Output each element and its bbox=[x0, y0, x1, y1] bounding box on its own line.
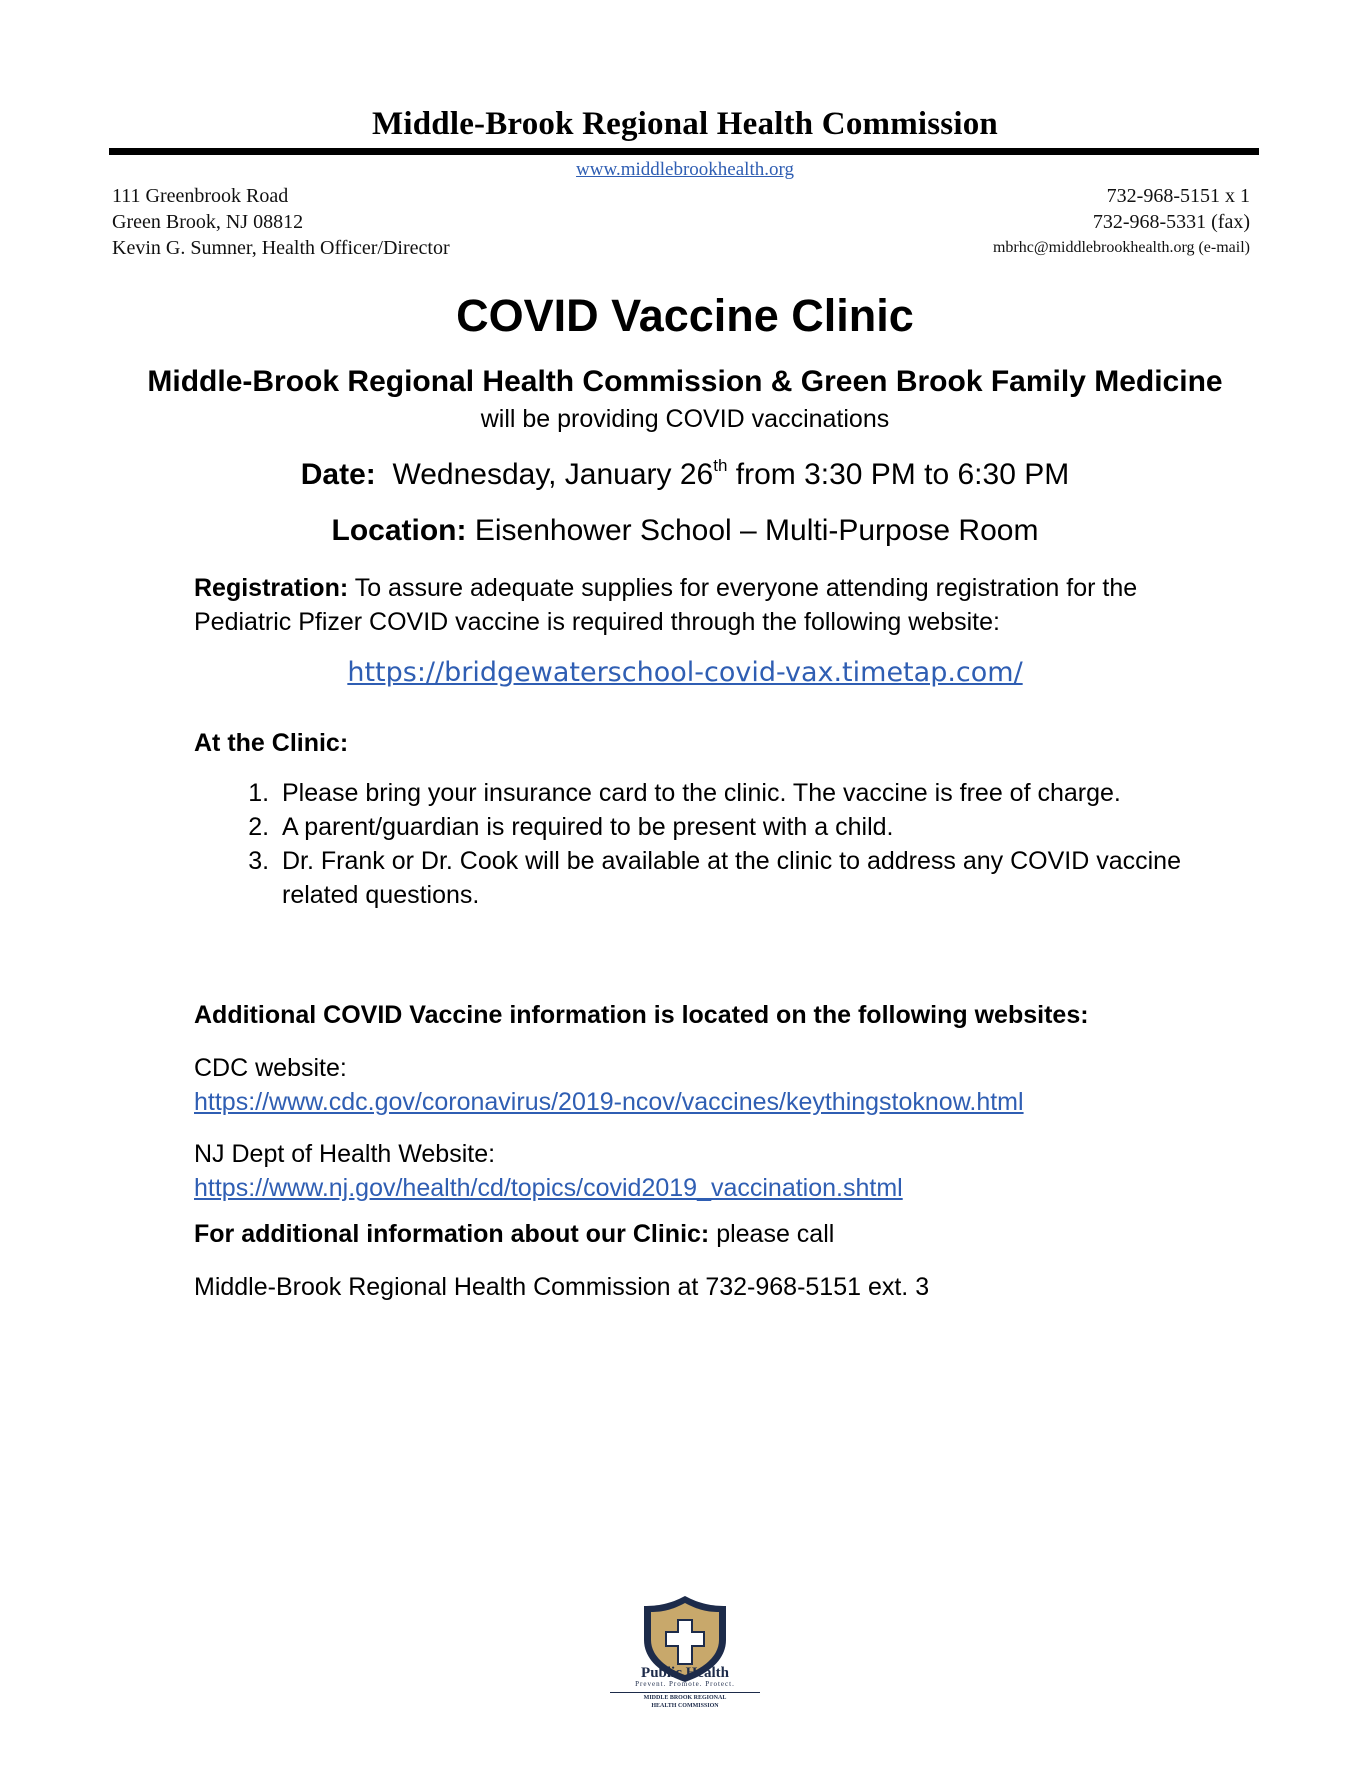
logo-org bbox=[600, 1694, 770, 1710]
date-time: from 3:30 PM to 6:30 PM bbox=[727, 458, 1070, 491]
registration-text: To assure adequate supplies for everyone attending registration for the Pediatric Pfizer COVID vaccine is required through the following website: bbox=[194, 574, 1138, 636]
list-item: 3. Dr. Frank or Dr. Cook will be available at the clinic to address any COVID vaccine related questions. bbox=[276, 844, 1216, 912]
header-rule bbox=[109, 148, 1259, 155]
date-label: Date: bbox=[300, 458, 376, 491]
health-officer: Kevin G. Sumner, Health Officer/Director bbox=[112, 237, 450, 259]
location-line bbox=[0, 514, 1370, 548]
more-info-line bbox=[194, 1217, 834, 1251]
website-link[interactable]: www.middlebrookhealth.org bbox=[576, 159, 794, 180]
logo-title: Public Health bbox=[641, 1665, 729, 1681]
clinic-list bbox=[234, 776, 1216, 912]
clinic-heading: At the Clinic: bbox=[194, 729, 349, 757]
logo-tagline: Prevent. Promote. Protect. bbox=[635, 1680, 735, 1688]
nj-block bbox=[194, 1137, 903, 1205]
registration-link[interactable]: https://bridgewaterschool-covid-vax.timetap.com/ bbox=[347, 657, 1023, 688]
nj-link[interactable]: https://www.nj.gov/health/cd/topics/covid2019_vaccination.shtml bbox=[194, 1174, 903, 1202]
page-title: COVID Vaccine Clinic bbox=[456, 290, 914, 341]
subline: will be providing COVID vaccinations bbox=[480, 405, 890, 433]
list-item: 2. A parent/guardian is required to be present with a child. bbox=[276, 810, 1216, 844]
registration-label: Registration: bbox=[194, 574, 349, 602]
date-line bbox=[0, 456, 1370, 492]
list-item: 1. Please bring your insurance card to the clinic. The vaccine is free of charge. bbox=[276, 776, 1216, 810]
location-label: Location: bbox=[331, 514, 467, 547]
subtitle: Middle-Brook Regional Health Commission & Green Brook Family Medicine bbox=[147, 365, 1223, 398]
registration-paragraph bbox=[194, 571, 1194, 639]
email-address: mbrhc@middlebrookhealth.org (e-mail) bbox=[992, 239, 1250, 256]
logo-org-line: MIDDLE BROOK REGIONAL bbox=[643, 1695, 727, 1701]
logo-divider bbox=[610, 1692, 760, 1693]
fax-number: 732-968-5331 (fax) bbox=[1092, 211, 1250, 233]
org-name: Middle-Brook Regional Health Commission bbox=[372, 106, 998, 142]
cdc-link[interactable]: https://www.cdc.gov/coronavirus/2019-ncov/vaccines/keythingstoknow.html bbox=[194, 1088, 1024, 1116]
contact-phone-line: Middle-Brook Regional Health Commission at 732-968-5151 ext. 3 bbox=[194, 1273, 930, 1301]
location-text: Eisenhower School – Multi-Purpose Room bbox=[474, 514, 1039, 547]
additional-info-heading: Additional COVID Vaccine information is located on the following websites: bbox=[194, 1001, 1089, 1029]
more-info-label: For additional information about our Clinic: bbox=[194, 1220, 710, 1248]
date-text: Wednesday, January 26 bbox=[392, 458, 714, 491]
more-info-text: please call bbox=[709, 1220, 835, 1248]
phone-number: 732-968-5151 x 1 bbox=[1106, 185, 1250, 207]
logo-org-line: HEALTH COMMISSION bbox=[651, 1703, 719, 1709]
address-line: 111 Greenbrook Road bbox=[112, 185, 289, 207]
nj-label: NJ Dept of Health Website: bbox=[194, 1140, 496, 1168]
date-suffix: th bbox=[713, 456, 728, 475]
address-block bbox=[112, 183, 450, 261]
address-line: Green Brook, NJ 08812 bbox=[112, 211, 304, 233]
contact-block bbox=[993, 183, 1250, 261]
cdc-block bbox=[194, 1051, 1024, 1119]
cdc-label: CDC website: bbox=[194, 1054, 347, 1082]
